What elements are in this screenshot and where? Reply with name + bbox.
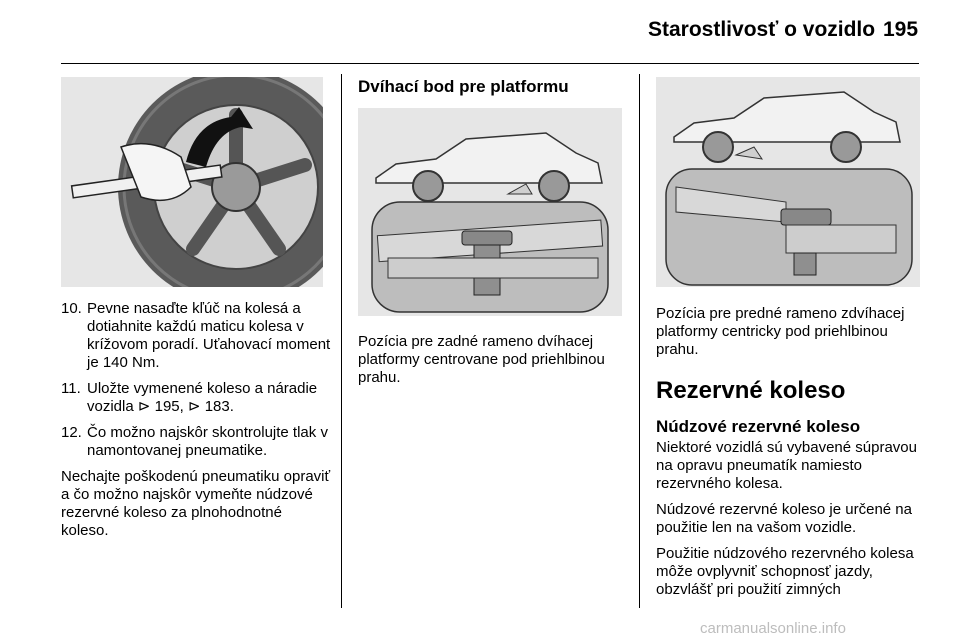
lifting-point-heading: Dvíhací bod pre platformu xyxy=(358,77,569,96)
column-divider-1 xyxy=(341,74,342,608)
step-12 xyxy=(61,424,331,460)
spare-wheel-paragraph-3: Použitie núdzového rezervného kolesa môže ovplyvniť schopnosť jazdy, obzvlášť pri použití zimných xyxy=(656,545,914,598)
step-10 xyxy=(61,300,331,372)
column-divider-2 xyxy=(639,74,640,608)
rear-lifting-point-illustration xyxy=(358,108,622,316)
emergency-spare-wheel-heading: Núdzové rezervné koleso xyxy=(656,417,861,436)
wheel-nut-tightening-illustration xyxy=(61,77,323,287)
rear-lifting-caption: Pozícia pre zadné rameno dvíhacej platformy centrovane pod priehlbinou prahu. xyxy=(358,333,605,386)
spare-wheel-note: Nechajte poškodenú pneumatiku opraviť a čo možno najskôr vymeňte núdzové rezervné koleso za plnohodnotné koleso. xyxy=(61,468,331,539)
front-lifting-point-illustration xyxy=(656,77,920,287)
step-text: Uložte vymenené koleso a náradie vozidla ⊳ 195, ⊳ 183. xyxy=(87,380,318,415)
page-number: 195 xyxy=(883,18,919,41)
spare-wheel-section-title: Rezervné koleso xyxy=(656,377,846,404)
spare-wheel-paragraph-2: Núdzové rezervné koleso je určené na použitie len na vašom vozidle. xyxy=(656,501,912,536)
front-lifting-caption: Pozícia pre predné rameno zdvíhacej platformy centricky pod priehlbinou prahu. xyxy=(656,305,905,358)
step-number: 12. xyxy=(61,424,82,441)
page-header-title: Starostlivosť o vozidlo xyxy=(648,18,876,41)
header-divider xyxy=(61,63,919,64)
spare-wheel-paragraph-1: Niektoré vozidlá sú vybavené súpravou na opravu pneumatík namiesto rezervného kolesa. xyxy=(656,439,917,492)
step-number: 10. xyxy=(61,300,82,317)
step-text: Pevne nasaďte kľúč na kolesá a dotiahnite každú maticu kolesa v krížovom poradí. Uťahovací moment je 140 Nm. xyxy=(87,300,331,371)
step-text: Čo možno najskôr skontrolujte tlak v namontovanej pneumatike. xyxy=(87,424,328,459)
watermark: carmanualsonline.info xyxy=(700,620,846,637)
step-number: 11. xyxy=(61,380,81,397)
step-11 xyxy=(61,380,331,416)
